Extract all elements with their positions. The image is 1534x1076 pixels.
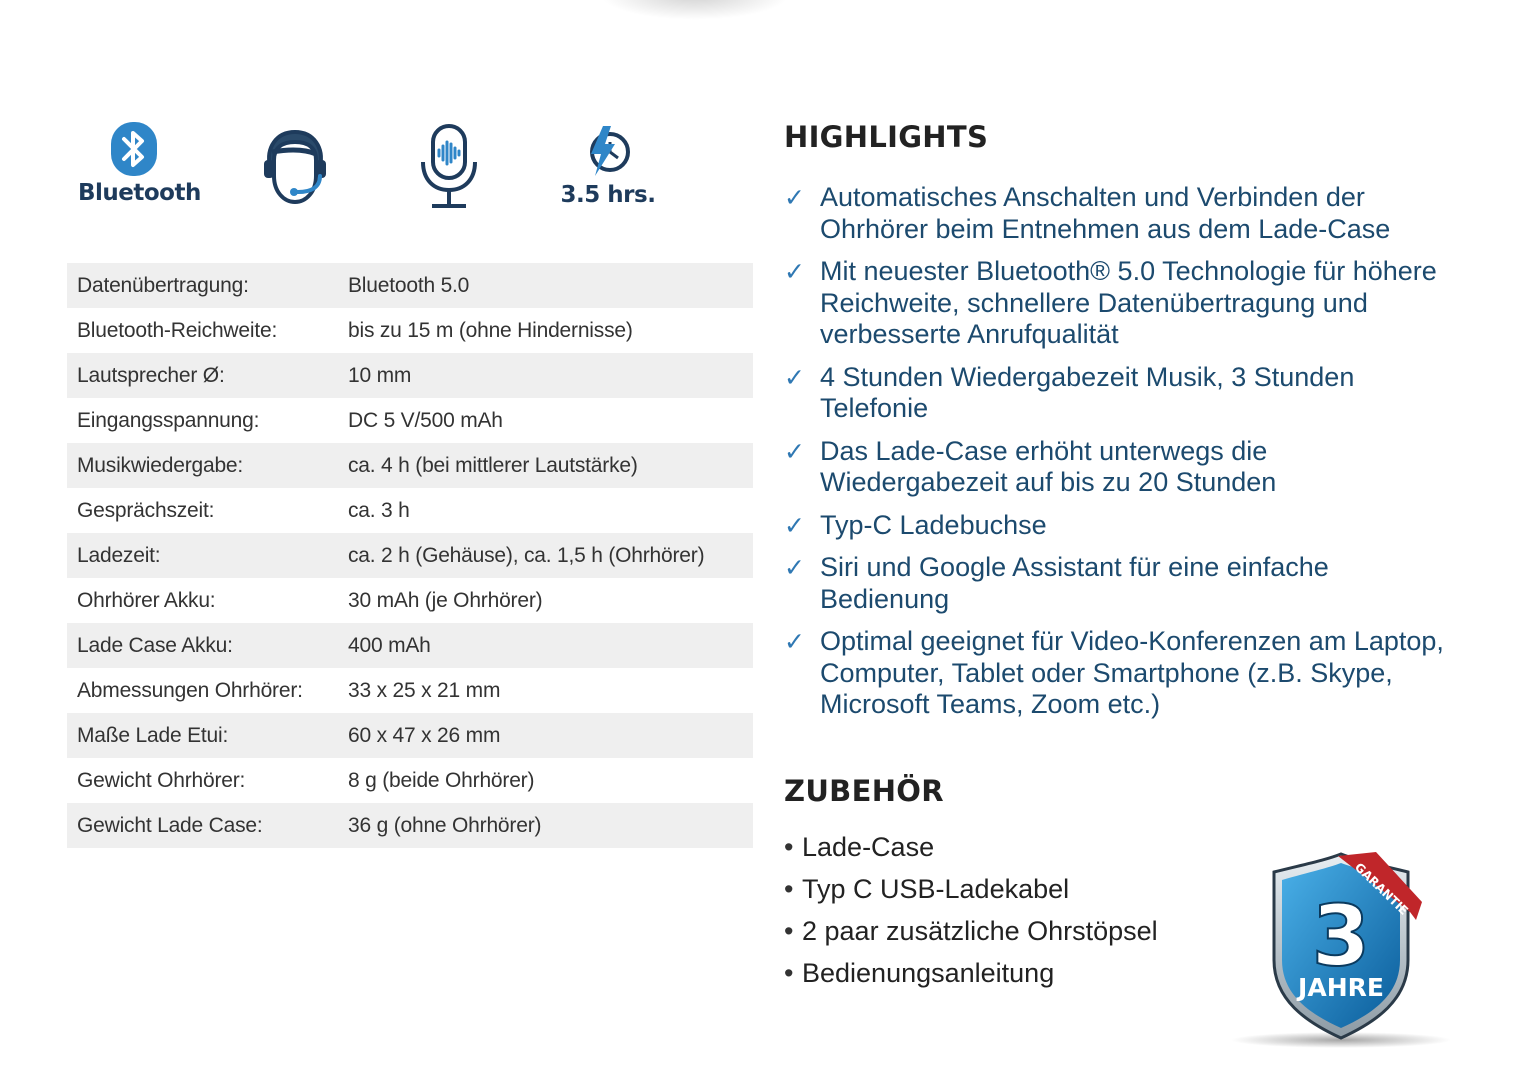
spec-value: Bluetooth 5.0 — [348, 263, 753, 308]
spec-row — [67, 398, 753, 443]
highlight-line: Siri und Google Assistant für eine einfache — [820, 552, 1329, 582]
warranty-badge — [1226, 850, 1456, 1055]
bluetooth-feature — [78, 120, 201, 206]
spec-value: bis zu 15 m (ohne Hindernisse) — [348, 318, 633, 342]
bullet-icon: • — [784, 832, 794, 862]
highlight-line: Microsoft Teams, Zoom etc.) — [820, 689, 1161, 719]
accessory-label: Bedienungsanleitung — [802, 958, 1055, 988]
spec-row — [67, 758, 753, 803]
spec-row — [67, 668, 753, 713]
highlights-title: HIGHLIGHTS — [784, 120, 989, 154]
battery-label: 3.5 hrs. — [560, 182, 656, 208]
highlight-line: Optimal geeignet für Video-Konferenzen am Laptop, — [820, 626, 1444, 656]
spec-row — [67, 443, 753, 488]
microphone-feature — [418, 122, 480, 215]
spec-label: Lade Case Akku: — [67, 623, 348, 668]
highlight-line: Bedienung — [820, 583, 950, 614]
accessories-title: ZUBEHÖR — [784, 774, 944, 808]
spec-label: Gewicht Lade Case: — [67, 803, 348, 848]
bullet-icon: • — [784, 874, 794, 904]
accessory-item — [784, 910, 1158, 952]
spec-value: 400 mAh — [348, 623, 753, 668]
spec-label: Lautsprecher Ø: — [67, 353, 348, 398]
spec-value: 10 mm — [348, 353, 753, 398]
spec-row — [67, 533, 753, 578]
highlight-line: Automatisches Anschalten und Verbinden der — [820, 182, 1365, 212]
highlight-item — [784, 256, 1504, 351]
highlight-item — [784, 626, 1504, 721]
spec-value: 36 g (ohne Ohrhörer) — [348, 803, 753, 848]
spec-row — [67, 578, 753, 623]
spec-value: 30 mAh (je Ohrhörer) — [348, 588, 543, 612]
highlight-line: Reichweite, schnellere Datenübertragung und — [820, 287, 1368, 318]
highlight-line: Computer, Tablet oder Smartphone (z.B. Skype, — [820, 657, 1393, 688]
accessory-item — [784, 952, 1158, 994]
spec-label: Datenübertragung: — [67, 263, 348, 308]
highlight-line: Das Lade-Case erhöht unterwegs die — [820, 435, 1268, 466]
microphone-icon — [418, 122, 480, 210]
checkmark-icon: ✓ — [784, 510, 805, 540]
highlight-line: Wiedergabezeit auf bis zu 20 Stunden — [820, 467, 1277, 497]
spec-value: 33 x 25 x 21 mm — [348, 678, 501, 702]
spec-label: Gesprächszeit: — [77, 498, 215, 522]
spec-row — [67, 353, 753, 398]
spec-value: ca. 4 h (bei mittlerer Lautstärke) — [348, 443, 753, 488]
warranty-number: 3 — [1311, 887, 1371, 985]
warranty-ribbon: GARANTIE — [1351, 860, 1411, 918]
clock-bolt-icon — [585, 124, 631, 178]
accessory-item — [784, 868, 1158, 910]
highlight-item — [784, 510, 1504, 542]
highlight-item — [784, 182, 1504, 245]
checkmark-icon: ✓ — [784, 257, 805, 286]
spec-row — [67, 623, 753, 668]
checkmark-icon: ✓ — [784, 436, 805, 466]
spec-row — [67, 488, 753, 533]
highlight-line: verbesserte Anrufqualität — [820, 319, 1119, 349]
highlight-line: Typ-C Ladebuchse — [820, 509, 1047, 540]
checkmark-icon: ✓ — [784, 627, 805, 656]
spec-label: Maße Lade Etui: — [67, 713, 348, 758]
spec-row — [67, 803, 753, 848]
spec-value: DC 5 V/500 mAh — [348, 408, 503, 432]
spec-value: ca. 2 h (Gehäuse), ca. 1,5 h (Ohrhörer) — [348, 533, 753, 578]
accessory-label: Typ C USB-Ladekabel — [802, 874, 1070, 904]
spec-label: Gewicht Ohrhörer: — [77, 768, 246, 792]
accessory-label: 2 paar zusätzliche Ohrstöpsel — [802, 916, 1158, 946]
checkmark-icon: ✓ — [784, 362, 805, 392]
shield-icon — [1226, 850, 1456, 1050]
highlight-item — [784, 436, 1504, 499]
headset-icon — [262, 126, 328, 208]
top-shadow — [600, 0, 790, 20]
spec-value: ca. 3 h — [348, 498, 410, 522]
highlight-item — [784, 362, 1504, 425]
spec-label: Eingangsspannung: — [77, 408, 260, 432]
checkmark-icon: ✓ — [784, 183, 805, 212]
spec-row — [67, 308, 753, 353]
highlight-line: Ohrhörer beim Entnehmen aus dem Lade-Case — [820, 213, 1391, 244]
bullet-icon: • — [784, 958, 794, 988]
spec-value: 8 g (beide Ohrhörer) — [348, 768, 535, 792]
accessory-label: Lade-Case — [802, 832, 935, 862]
warranty-unit: JAHRE — [1298, 973, 1384, 1002]
accessories-list — [784, 826, 1158, 994]
spec-row — [67, 263, 753, 308]
spec-row — [67, 713, 753, 758]
spec-label: Ohrhörer Akku: — [77, 588, 216, 612]
highlights-list — [784, 182, 1504, 732]
highlight-line: Telefonie — [820, 393, 929, 423]
specs-table — [67, 263, 753, 848]
highlight-item — [784, 552, 1504, 615]
headset-feature — [262, 126, 328, 213]
spec-label: Bluetooth-Reichweite: — [77, 318, 278, 342]
bluetooth-label: Bluetooth — [78, 180, 201, 206]
accessory-item — [784, 826, 1158, 868]
highlight-line: Mit neuester Bluetooth® 5.0 Technologie für höhere — [820, 256, 1437, 286]
spec-value: 60 x 47 x 26 mm — [348, 713, 753, 758]
bluetooth-icon — [109, 120, 159, 178]
playtime-feature — [558, 124, 658, 208]
checkmark-icon: ✓ — [784, 553, 805, 582]
bullet-icon: • — [784, 916, 794, 946]
spec-label: Ladezeit: — [67, 533, 348, 578]
spec-label: Musikwiedergabe: — [67, 443, 348, 488]
highlight-line: 4 Stunden Wiedergabezeit Musik, 3 Stunden — [820, 361, 1355, 392]
spec-label: Abmessungen Ohrhörer: — [77, 678, 303, 702]
